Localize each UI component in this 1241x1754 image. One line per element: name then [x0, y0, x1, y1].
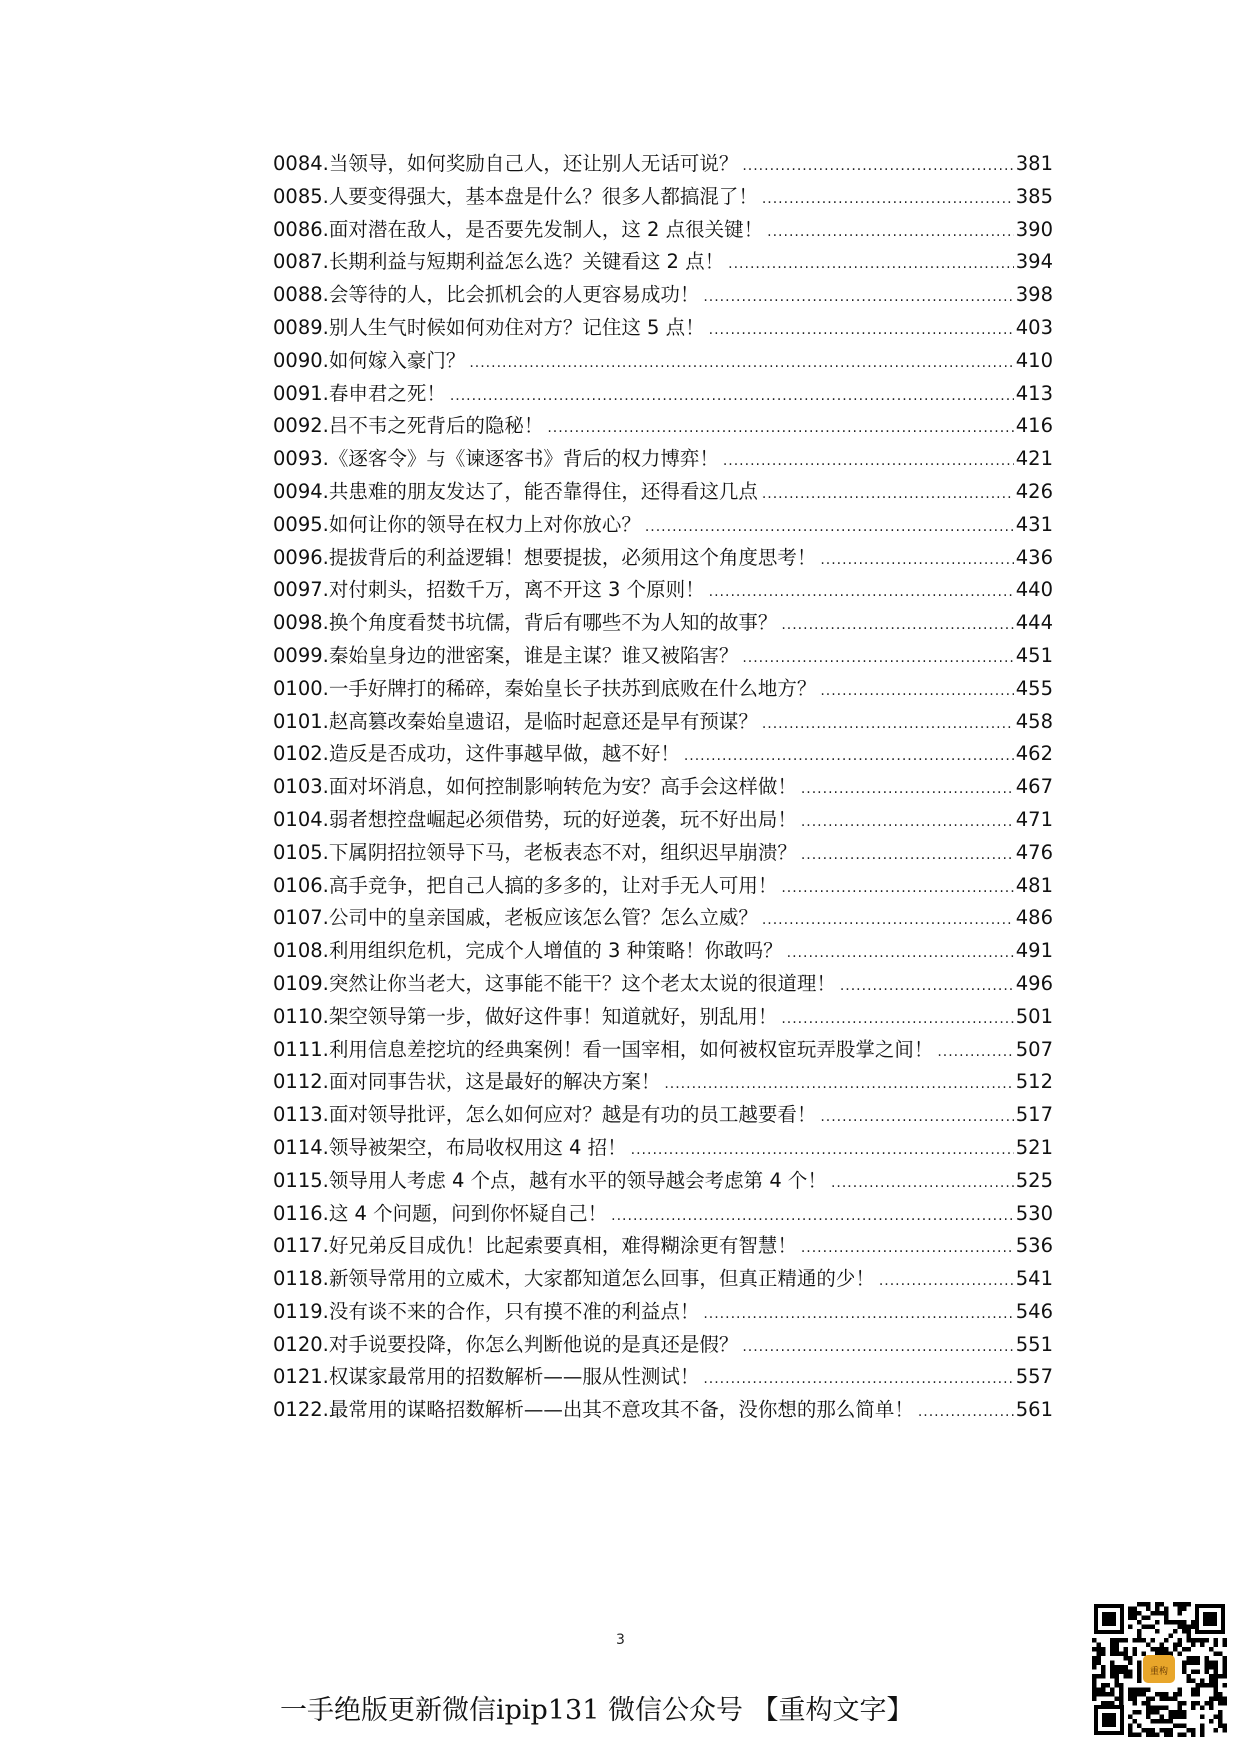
toc-entry-title: 0088.会等待的人，比会抓机会的人更容易成功！	[273, 283, 700, 307]
toc-entry-title: 0089.别人生气时候如何劝住对方？记住这 5 点！	[273, 315, 705, 339]
toc-entry-title: 0107.公司中的皇亲国戚，老板应该怎么管？怎么立威？	[273, 906, 758, 930]
toc-entry[interactable]	[273, 640, 1053, 673]
toc-leader-dots	[703, 1363, 1013, 1396]
toc-entry-title: 0116.这 4 个问题，问到你怀疑自己！	[273, 1201, 608, 1225]
toc-entry-title: 0100.一手好牌打的稀碎，秦始皇长子扶苏到底败在什么地方？	[273, 676, 817, 700]
toc-entry-page: 444	[1015, 611, 1053, 635]
toc-entry[interactable]	[273, 738, 1053, 771]
toc-entry-page: 481	[1015, 873, 1053, 897]
toc-leader-dots	[820, 1101, 1013, 1134]
toc-entry[interactable]	[273, 509, 1053, 542]
toc-entry-page: 403	[1015, 315, 1053, 339]
toc-entry-title: 0110.架空领导第一步，做好这件事！知道就好，别乱用！	[273, 1004, 778, 1028]
toc-entry-page: 517	[1015, 1103, 1053, 1127]
toc-entry-page: 421	[1015, 447, 1053, 471]
toc-entry-page: 521	[1015, 1135, 1053, 1159]
toc-entry-title: 0115.领导用人考虑 4 个点，越有水平的领导越会考虑第 4 个！	[273, 1168, 827, 1192]
toc-leader-dots	[450, 380, 1014, 413]
toc-leader-dots	[762, 478, 1014, 511]
toc-leader-dots	[611, 1200, 1014, 1233]
toc-entry[interactable]	[273, 935, 1053, 968]
toc-entry[interactable]	[273, 443, 1053, 476]
toc-entry[interactable]	[273, 542, 1053, 575]
toc-entry-title: 0091.春申君之死！	[273, 381, 446, 405]
toc-entry-title: 0092.吕不韦之死背后的隐秘！	[273, 414, 544, 438]
page-number: 3	[616, 1632, 625, 1648]
toc-leader-dots	[703, 281, 1013, 314]
toc-entry[interactable]	[273, 410, 1053, 443]
toc-entry-title: 0090.如何嫁入豪门？	[273, 348, 466, 372]
toc-entry-page: 486	[1015, 906, 1053, 930]
toc-entry[interactable]	[273, 1263, 1053, 1296]
toc-entry[interactable]	[273, 1099, 1053, 1132]
toc-entry[interactable]	[273, 476, 1053, 509]
toc-entry[interactable]	[273, 1034, 1053, 1067]
toc-entry[interactable]	[273, 902, 1053, 935]
toc-leader-dots	[728, 248, 1014, 281]
toc-leader-dots	[879, 1265, 1014, 1298]
toc-leader-dots	[703, 1298, 1013, 1331]
toc-entry-title: 0099.秦始皇身边的泄密案，谁是主谋？谁又被陷害？	[273, 643, 739, 667]
toc-leader-dots	[547, 412, 1013, 445]
toc-entry-title: 0121.权谋家最常用的招数解析——服从性测试！	[273, 1365, 700, 1389]
toc-entry[interactable]	[273, 1361, 1053, 1394]
toc-entry[interactable]	[273, 771, 1053, 804]
toc-entry-title: 0103.面对坏消息，如何控制影响转危为安？高手会这样做！	[273, 775, 797, 799]
toc-entry[interactable]	[273, 706, 1053, 739]
toc-leader-dots	[801, 839, 1014, 872]
toc-entry-page: 385	[1015, 184, 1053, 208]
toc-leader-dots	[820, 675, 1013, 708]
toc-entry[interactable]	[273, 312, 1053, 345]
toc-entry-title: 0084.当领导，如何奖励自己人，还让别人无话可说？	[273, 152, 739, 175]
toc-entry-title: 0111.利用信息差挖坑的经典案例！看一国宰相，如何被权宦玩弄股掌之间！	[273, 1037, 934, 1061]
footer-watermark-text: 一手绝版更新微信ipip131 微信公众号 【重构文字】	[280, 1695, 914, 1726]
toc-entry-page: 491	[1015, 939, 1053, 963]
toc-entry-page: 440	[1015, 578, 1053, 602]
toc-leader-dots	[742, 1331, 1013, 1364]
toc-entry-page: 451	[1015, 643, 1053, 667]
toc-entry-title: 0096.提拔背后的利益逻辑！想要提拔，必须用这个角度思考！	[273, 545, 817, 569]
toc-entry-page: 398	[1015, 283, 1053, 307]
toc-leader-dots	[645, 511, 1014, 544]
toc-entry-page: 458	[1015, 709, 1053, 733]
toc-entry-page: 476	[1015, 840, 1053, 864]
toc-entry-title: 0093.《逐客令》与《谏逐客书》背后的权力博弈！	[273, 447, 719, 471]
toc-entry-page: 530	[1015, 1201, 1053, 1225]
toc-leader-dots	[742, 150, 1013, 183]
toc-entry-page: 455	[1015, 676, 1053, 700]
toc-entry-title: 0112.面对同事告状，这是最好的解决方案！	[273, 1070, 661, 1094]
toc-entry-page: 501	[1015, 1004, 1053, 1028]
toc-entry-title: 0102.造反是否成功，这件事越早做，越不好！	[273, 742, 680, 766]
toc-entry-page: 507	[1015, 1037, 1053, 1061]
toc-entry-title: 0094.共患难的朋友发达了，能否靠得住，还得看这几点	[273, 479, 758, 503]
toc-entry-title: 0085.人要变得强大，基本盘是什么？很多人都搞混了！	[273, 184, 758, 208]
toc-entry-title: 0114.领导被架空，布局收权用这 4 招！	[273, 1135, 627, 1159]
toc-entry-title: 0118.新领导常用的立威术，大家都知道怎么回事，但真正精通的少！	[273, 1267, 875, 1291]
toc-entry-page: 536	[1015, 1234, 1053, 1258]
toc-entry[interactable]	[273, 1001, 1053, 1034]
toc-leader-dots	[684, 740, 1014, 773]
toc-leader-dots	[762, 708, 1014, 741]
toc-leader-dots	[664, 1068, 1013, 1101]
toc-entry[interactable]	[273, 574, 1053, 607]
toc-leader-dots	[820, 544, 1013, 577]
toc-entry-page: 546	[1015, 1299, 1053, 1323]
toc-leader-dots	[709, 314, 1014, 347]
toc-entry-title: 0108.利用组织危机，完成个人增值的 3 种策略！你敢吗？	[273, 939, 783, 963]
toc-entry-title: 0095.如何让你的领导在权力上对你放心？	[273, 512, 641, 536]
toc-entry-page: 390	[1015, 217, 1053, 241]
toc-entry[interactable]	[273, 279, 1053, 312]
toc-leader-dots	[937, 1036, 1013, 1069]
toc-entry[interactable]	[273, 246, 1053, 279]
toc-leader-dots	[840, 970, 1014, 1003]
toc-entry-page: 413	[1015, 381, 1053, 405]
toc-leader-dots	[469, 347, 1013, 380]
toc-leader-dots	[723, 445, 1014, 478]
toc-entry[interactable]	[273, 673, 1053, 706]
toc-entry[interactable]	[273, 607, 1053, 640]
toc-entry-page: 467	[1015, 775, 1053, 799]
toc-entry[interactable]	[273, 214, 1053, 247]
toc-entry-page: 551	[1015, 1332, 1053, 1356]
toc-leader-dots	[781, 1003, 1013, 1036]
toc-entry[interactable]	[273, 1394, 1053, 1427]
toc-leader-dots	[631, 1134, 1014, 1167]
qr-badge-label: 重构	[1149, 1667, 1169, 1677]
toc-entry[interactable]	[273, 1329, 1053, 1362]
toc-leader-dots	[781, 609, 1013, 642]
toc-entry-page: 525	[1015, 1168, 1053, 1192]
toc-entry-page: 416	[1015, 414, 1053, 438]
toc-entry[interactable]	[273, 181, 1053, 214]
toc-entry-page: 426	[1015, 479, 1053, 503]
toc-entry[interactable]	[273, 378, 1053, 411]
toc-entry[interactable]	[273, 870, 1053, 903]
toc-leader-dots	[781, 872, 1013, 905]
toc-entry-title: 0086.面对潜在敌人，是否要先发制人，这 2 点很关键！	[273, 217, 764, 241]
toc-entry[interactable]	[273, 837, 1053, 870]
toc-entry[interactable]	[273, 345, 1053, 378]
toc-leader-dots	[918, 1396, 1014, 1429]
toc-entry[interactable]	[273, 148, 1053, 181]
toc-entry[interactable]	[273, 1066, 1053, 1099]
qr-code-icon[interactable]	[1092, 1602, 1227, 1737]
toc-entry-title: 0117.好兄弟反目成仇！比起索要真相，难得糊涂更有智慧！	[273, 1234, 797, 1258]
toc-entry-title: 0106.高手竞争，把自己人搞的多多的，让对手无人可用！	[273, 873, 778, 897]
toc-entry-page: 462	[1015, 742, 1053, 766]
toc-entry-title: 0113.面对领导批评，怎么如何应对？越是有功的员工越要看！	[273, 1103, 817, 1127]
toc-leader-dots	[742, 642, 1013, 675]
toc-entry-page: 394	[1015, 250, 1053, 274]
toc-entry[interactable]	[273, 1132, 1053, 1165]
toc-entry-page: 436	[1015, 545, 1053, 569]
table-of-contents	[273, 148, 1053, 1427]
toc-entry-page: 431	[1015, 512, 1053, 536]
toc-entry-title: 0109.突然让你当老大，这事能不能干？这个老太太说的很道理！	[273, 971, 836, 995]
toc-leader-dots	[801, 773, 1014, 806]
toc-entry-page: 410	[1015, 348, 1053, 372]
toc-entry-title: 0120.对手说要投降，你怎么判断他说的是真还是假？	[273, 1332, 739, 1356]
toc-leader-dots	[787, 937, 1014, 970]
toc-leader-dots	[762, 904, 1014, 937]
toc-entry[interactable]	[273, 1230, 1053, 1263]
toc-leader-dots	[801, 1232, 1014, 1265]
toc-entry[interactable]	[273, 804, 1053, 837]
toc-entry-page: 541	[1015, 1267, 1053, 1291]
toc-entry-page: 557	[1015, 1365, 1053, 1389]
toc-entry-title: 0122.最常用的谋略招数解析——出其不意攻其不备，没你想的那么简单！	[273, 1398, 914, 1422]
toc-entry[interactable]	[273, 968, 1053, 1001]
toc-leader-dots	[831, 1167, 1014, 1200]
toc-entry-title: 0105.下属阴招拉领导下马，老板表态不对，组织迟早崩溃？	[273, 840, 797, 864]
toc-entry-title: 0104.弱者想控盘崛起必须借势，玩的好逆袭，玩不好出局！	[273, 807, 797, 831]
toc-entry[interactable]	[273, 1198, 1053, 1231]
toc-entry-title: 0101.赵高篡改秦始皇遗诏，是临时起意还是早有预谋？	[273, 709, 758, 733]
toc-entry[interactable]	[273, 1296, 1053, 1329]
toc-leader-dots	[762, 183, 1014, 216]
toc-leader-dots	[767, 216, 1014, 249]
toc-entry-title: 0097.对付刺头，招数千万，离不开这 3 个原则！	[273, 578, 705, 602]
toc-entry-page: 496	[1015, 971, 1053, 995]
toc-leader-dots	[801, 806, 1014, 839]
toc-entry-page: 471	[1015, 807, 1053, 831]
toc-entry[interactable]	[273, 1165, 1053, 1198]
toc-leader-dots	[709, 576, 1014, 609]
toc-entry-page: 512	[1015, 1070, 1053, 1094]
toc-entry-page: 561	[1015, 1398, 1053, 1422]
toc-entry-page: 381	[1015, 152, 1053, 175]
toc-entry-title: 0119.没有谈不来的合作，只有摸不准的利益点！	[273, 1299, 700, 1323]
toc-entry-title: 0098.换个角度看焚书坑儒，背后有哪些不为人知的故事？	[273, 611, 778, 635]
toc-entry-title: 0087.长期利益与短期利益怎么选？关键看这 2 点！	[273, 250, 725, 274]
